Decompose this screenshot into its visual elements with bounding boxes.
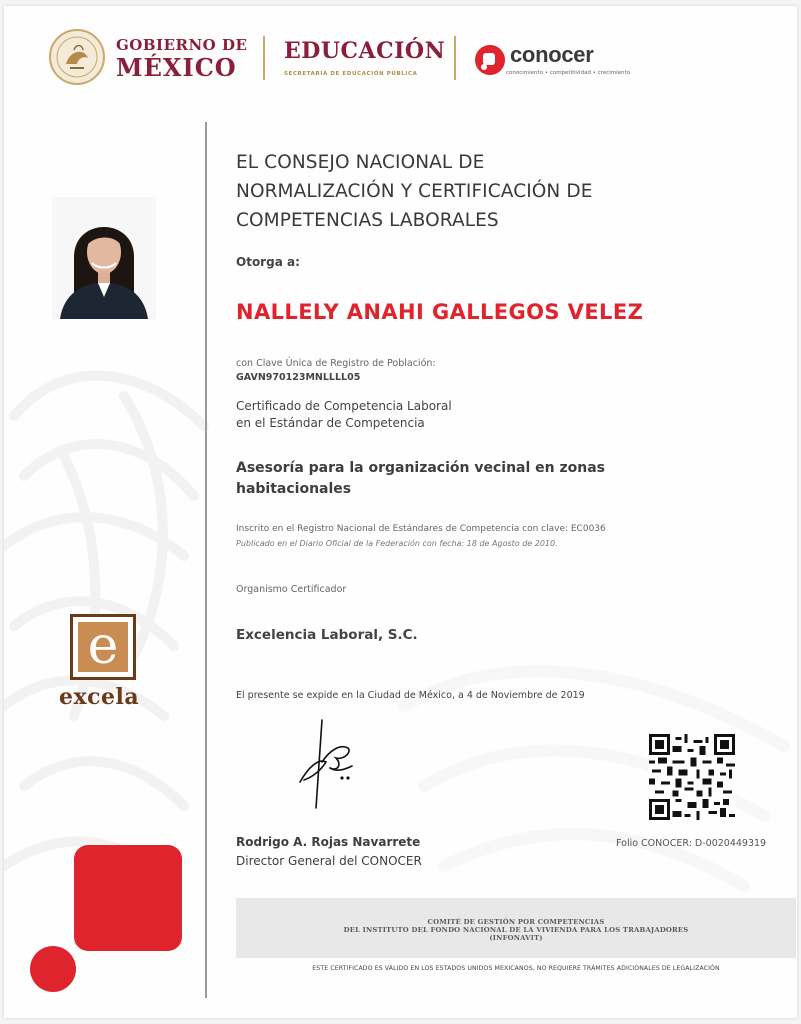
curp-value: GAVN970123MNLLLL05 [236,372,361,383]
committee-line3: (INFONAVIT) [489,934,543,942]
issue-place-date: El presente se expide en la Ciudad de México, a 4 de Noviembre de 2019 [236,690,585,701]
header-divider [263,36,265,80]
folio-number: Folio CONOCER: D-0020449319 [616,838,767,849]
excela-logo-box [70,614,136,680]
gobierno-line2: MÉXICO [116,53,237,82]
committee-line2: DEL INSTITUTO DEL FONDO NACIONAL DE LA VIVIENDA PARA LOS TRABAJADORES [343,926,689,934]
otorga-label: Otorga a: [236,255,300,269]
qr-code-icon [649,734,735,820]
certificate-type [236,398,452,432]
conocer-wordmark: conocer [510,42,594,67]
organismo-label: Organismo Certificador [236,584,347,595]
excela-logo-word: excela [59,684,140,710]
header-divider [454,36,456,80]
organismo-name: Excelencia Laboral, S.C. [236,627,418,643]
publicado-text: Publicado en el Diario Oficial de la Federación con fecha: 18 de Agosto de 2010. [236,539,558,548]
certificate-type-line: en el Estándar de Competencia [236,416,425,430]
red-square-decoration [74,845,182,951]
curp-label: con Clave Única de Registro de Población: [236,358,436,369]
recipient-photo [52,197,156,319]
validity-disclaimer: ESTE CERTIFICADO ES VÁLIDO EN LOS ESTADOS UNIDOS MEXICANOS, NO REQUIERE TRÁMITES ADICIONALES DE LEGALIZACIÓN [312,965,720,972]
standard-name-line: Asesoría para la organización vecinal en zonas [236,460,606,476]
issuer-line: NORMALIZACIÓN Y CERTIFICACIÓN DE [236,181,593,202]
registro-text: Inscrito en el Registro Nacional de Estándares de Competencia con clave: EC0036 [236,524,606,534]
excela-logo-letter: e [87,616,119,676]
red-dot-decoration [30,946,76,992]
conocer-logo-icon [474,44,506,76]
issuer-title [236,148,716,235]
educacion-title: EDUCACIÓN [284,38,446,64]
educacion-subtitle: SECRETARÍA DE EDUCACIÓN PÚBLICA [284,71,418,77]
certificate-type-line: Certificado de Competencia Laboral [236,399,452,413]
conocer-tagline: conocimiento • competitividad • crecimiento [506,70,631,76]
gobierno-line1: GOBIERNO DE [116,36,248,54]
committee-band [236,898,796,958]
issuer-line: COMPETENCIAS LABORALES [236,210,499,231]
certificate-page [4,6,797,1018]
signer-name: Rodrigo A. Rojas Navarrete [236,835,421,849]
issuer-line: EL CONSEJO NACIONAL DE [236,152,485,173]
standard-name [236,458,656,500]
recipient-name: NALLELY ANAHI GALLEGOS VELEZ [236,300,644,324]
header [44,28,764,88]
standard-name-line: habitacionales [236,481,352,497]
committee-line1: COMITÉ DE GESTIÓN POR COMPETENCIAS [427,918,605,926]
vertical-divider [205,122,207,998]
signature-icon [292,716,364,812]
signer-role: Director General del CONOCER [236,854,422,868]
mexico-coat-of-arms-icon [48,28,106,86]
